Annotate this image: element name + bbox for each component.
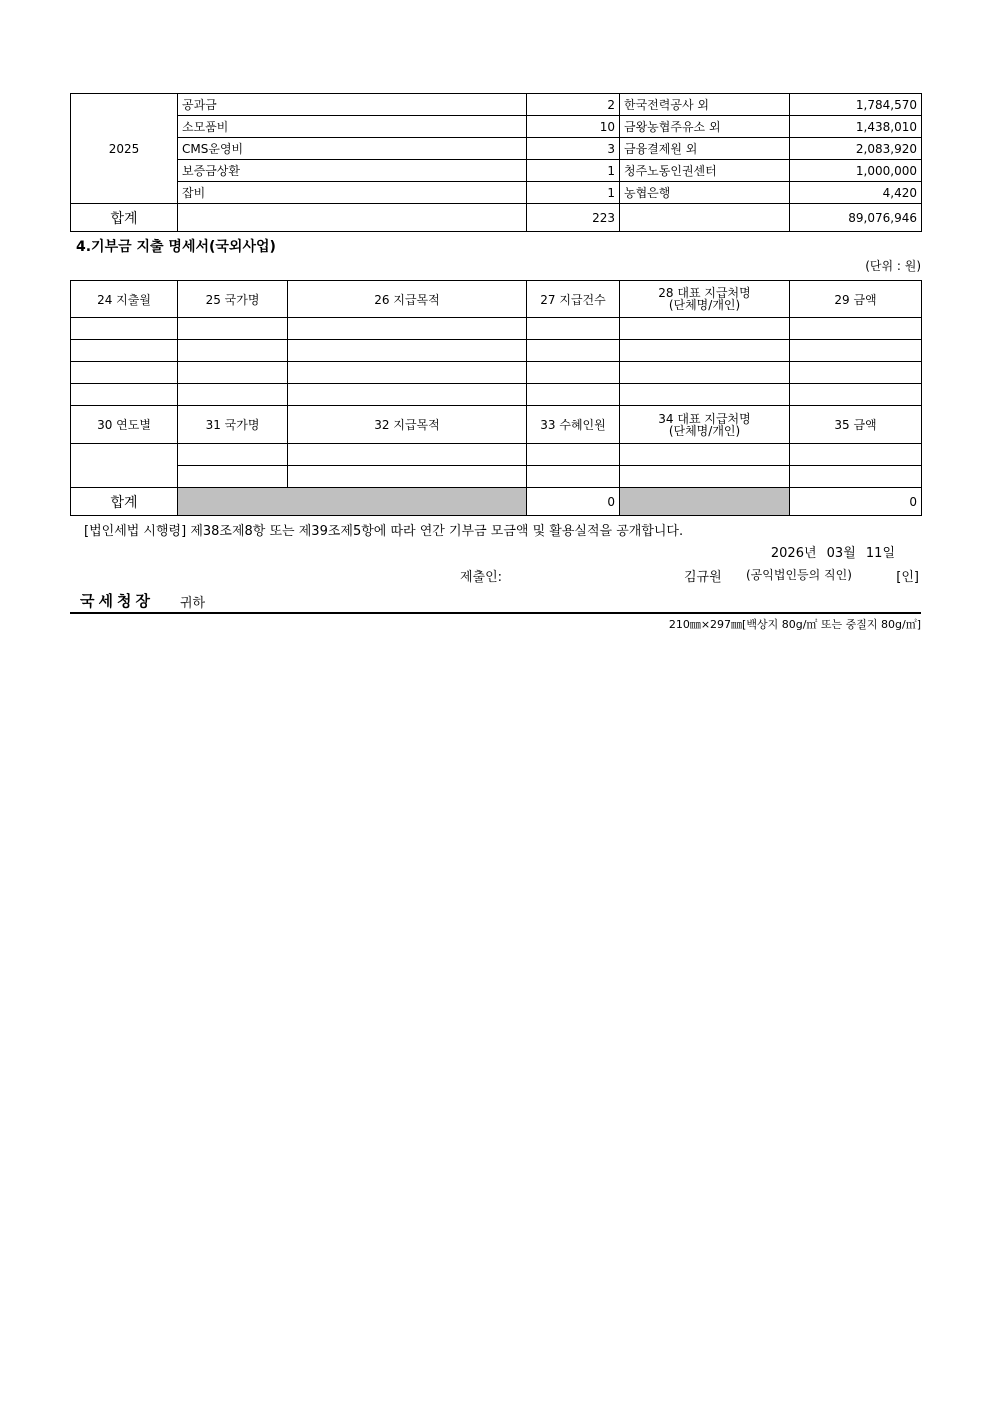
header-row xyxy=(71,281,922,318)
empty-cell xyxy=(620,340,790,362)
table-row xyxy=(71,138,922,160)
total-label: 합계 xyxy=(71,488,178,516)
empty-cell xyxy=(620,466,790,488)
empty-cell xyxy=(527,318,620,340)
empty-cell xyxy=(178,204,527,232)
table-row xyxy=(71,318,922,340)
amount-cell: 1,784,570 xyxy=(790,94,922,116)
total-count: 223 xyxy=(527,204,620,232)
empty-cell xyxy=(790,362,922,384)
item-cell: 잡비 xyxy=(178,182,527,204)
section-title: 4.기부금 지출 명세서(국외사업) xyxy=(76,239,276,255)
payee-cell: 한국전력공사 외 xyxy=(620,94,790,116)
col-header-country: 25 국가명 xyxy=(178,281,288,318)
empty-cell xyxy=(178,362,288,384)
empty-cell xyxy=(527,362,620,384)
shaded-cell xyxy=(620,488,790,516)
count-cell: 3 xyxy=(527,138,620,160)
empty-cell xyxy=(178,318,288,340)
empty-cell xyxy=(71,340,178,362)
total-count: 0 xyxy=(527,488,620,516)
item-cell: CMS운영비 xyxy=(178,138,527,160)
total-row xyxy=(71,204,922,232)
expense-table-domestic xyxy=(70,93,922,232)
empty-cell xyxy=(620,318,790,340)
col-header-count: 27 지급건수 xyxy=(527,281,620,318)
empty-cell xyxy=(527,466,620,488)
count-cell: 2 xyxy=(527,94,620,116)
payee-cell: 청주노동인권센터 xyxy=(620,160,790,182)
empty-cell xyxy=(620,444,790,466)
col-header-beneficiaries: 33 수혜인원 xyxy=(527,406,620,444)
col-header-amount: 35 금액 xyxy=(790,406,922,444)
recipient-suffix: 귀하 xyxy=(180,596,206,611)
empty-cell xyxy=(71,318,178,340)
table-row xyxy=(71,444,922,466)
table-row xyxy=(71,340,922,362)
count-cell: 1 xyxy=(527,182,620,204)
table-row xyxy=(71,94,922,116)
empty-cell xyxy=(71,444,178,488)
col-header-month: 24 지출월 xyxy=(71,281,178,318)
empty-cell xyxy=(527,340,620,362)
count-cell: 10 xyxy=(527,116,620,138)
seal-mark: [인] xyxy=(896,570,919,585)
item-cell: 보증금상환 xyxy=(178,160,527,182)
col-header-payee xyxy=(620,406,790,444)
empty-cell xyxy=(790,318,922,340)
empty-cell xyxy=(790,466,922,488)
empty-cell xyxy=(527,444,620,466)
submitter-role: (공익법인등의 직인) xyxy=(746,568,852,582)
recipient-line xyxy=(70,588,921,614)
recipient-office: 국세청장 xyxy=(80,592,154,610)
empty-cell xyxy=(178,384,288,406)
col-header-purpose: 26 지급목적 xyxy=(288,281,527,318)
col-header-payee-line1: 34 대표 지급처명 xyxy=(658,411,751,426)
table-row xyxy=(71,116,922,138)
empty-cell xyxy=(288,384,527,406)
empty-cell xyxy=(71,384,178,406)
submitter-line xyxy=(70,564,921,588)
year-cell: 2025 xyxy=(71,94,178,204)
col-header-payee xyxy=(620,281,790,318)
empty-cell xyxy=(790,444,922,466)
empty-cell xyxy=(288,340,527,362)
empty-cell xyxy=(527,384,620,406)
item-cell: 소모품비 xyxy=(178,116,527,138)
empty-cell xyxy=(288,318,527,340)
amount-cell: 1,000,000 xyxy=(790,160,922,182)
unit-label: (단위 : 원) xyxy=(865,259,921,273)
amount-cell: 2,083,920 xyxy=(790,138,922,160)
amount-cell: 4,420 xyxy=(790,182,922,204)
empty-cell xyxy=(288,362,527,384)
empty-cell xyxy=(790,340,922,362)
empty-cell xyxy=(178,340,288,362)
amount-cell: 1,438,010 xyxy=(790,116,922,138)
total-label: 합계 xyxy=(71,204,178,232)
total-row xyxy=(71,488,922,516)
empty-cell xyxy=(620,204,790,232)
empty-cell xyxy=(790,384,922,406)
col-header-amount: 29 금액 xyxy=(790,281,922,318)
empty-cell xyxy=(71,362,178,384)
legal-note: [법인세법 시행령] 제38조제8항 또는 제39조제5항에 따라 연간 기부금 모금액 및 활용실적을 공개합니다. xyxy=(84,524,684,539)
table-row xyxy=(71,362,922,384)
document-page xyxy=(70,93,921,632)
paper-size-note: 210㎜×297㎜[백상지 80g/㎡ 또는 중질지 80g/㎡] xyxy=(668,618,921,631)
col-header-payee-line2: (단체명/개인) xyxy=(668,423,741,438)
header-row xyxy=(71,406,922,444)
shaded-cell xyxy=(178,488,527,516)
empty-cell xyxy=(620,384,790,406)
table-row xyxy=(71,160,922,182)
total-amount: 0 xyxy=(790,488,922,516)
table-row xyxy=(71,466,922,488)
payee-cell: 금왕농협주유소 외 xyxy=(620,116,790,138)
submission-date: 2026년 03월 11일 xyxy=(770,546,895,561)
col-header-payee-line2: (단체명/개인) xyxy=(668,298,741,312)
payee-cell: 농협은행 xyxy=(620,182,790,204)
empty-cell xyxy=(288,466,527,488)
col-header-year: 30 연도별 xyxy=(71,406,178,444)
empty-cell xyxy=(288,444,527,466)
submitter-label: 제출인: xyxy=(460,570,503,585)
expense-table-overseas xyxy=(70,280,922,516)
submitter-name: 김규원 xyxy=(684,570,722,585)
payee-cell: 금융결제원 외 xyxy=(620,138,790,160)
table-row xyxy=(71,384,922,406)
empty-cell xyxy=(178,444,288,466)
total-amount: 89,076,946 xyxy=(790,204,922,232)
count-cell: 1 xyxy=(527,160,620,182)
table-row xyxy=(71,182,922,204)
col-header-purpose: 32 지급목적 xyxy=(288,406,527,444)
item-cell: 공과금 xyxy=(178,94,527,116)
empty-cell xyxy=(620,362,790,384)
col-header-country: 31 국가명 xyxy=(178,406,288,444)
empty-cell xyxy=(178,466,288,488)
col-header-payee-line1: 28 대표 지급처명 xyxy=(658,286,751,300)
